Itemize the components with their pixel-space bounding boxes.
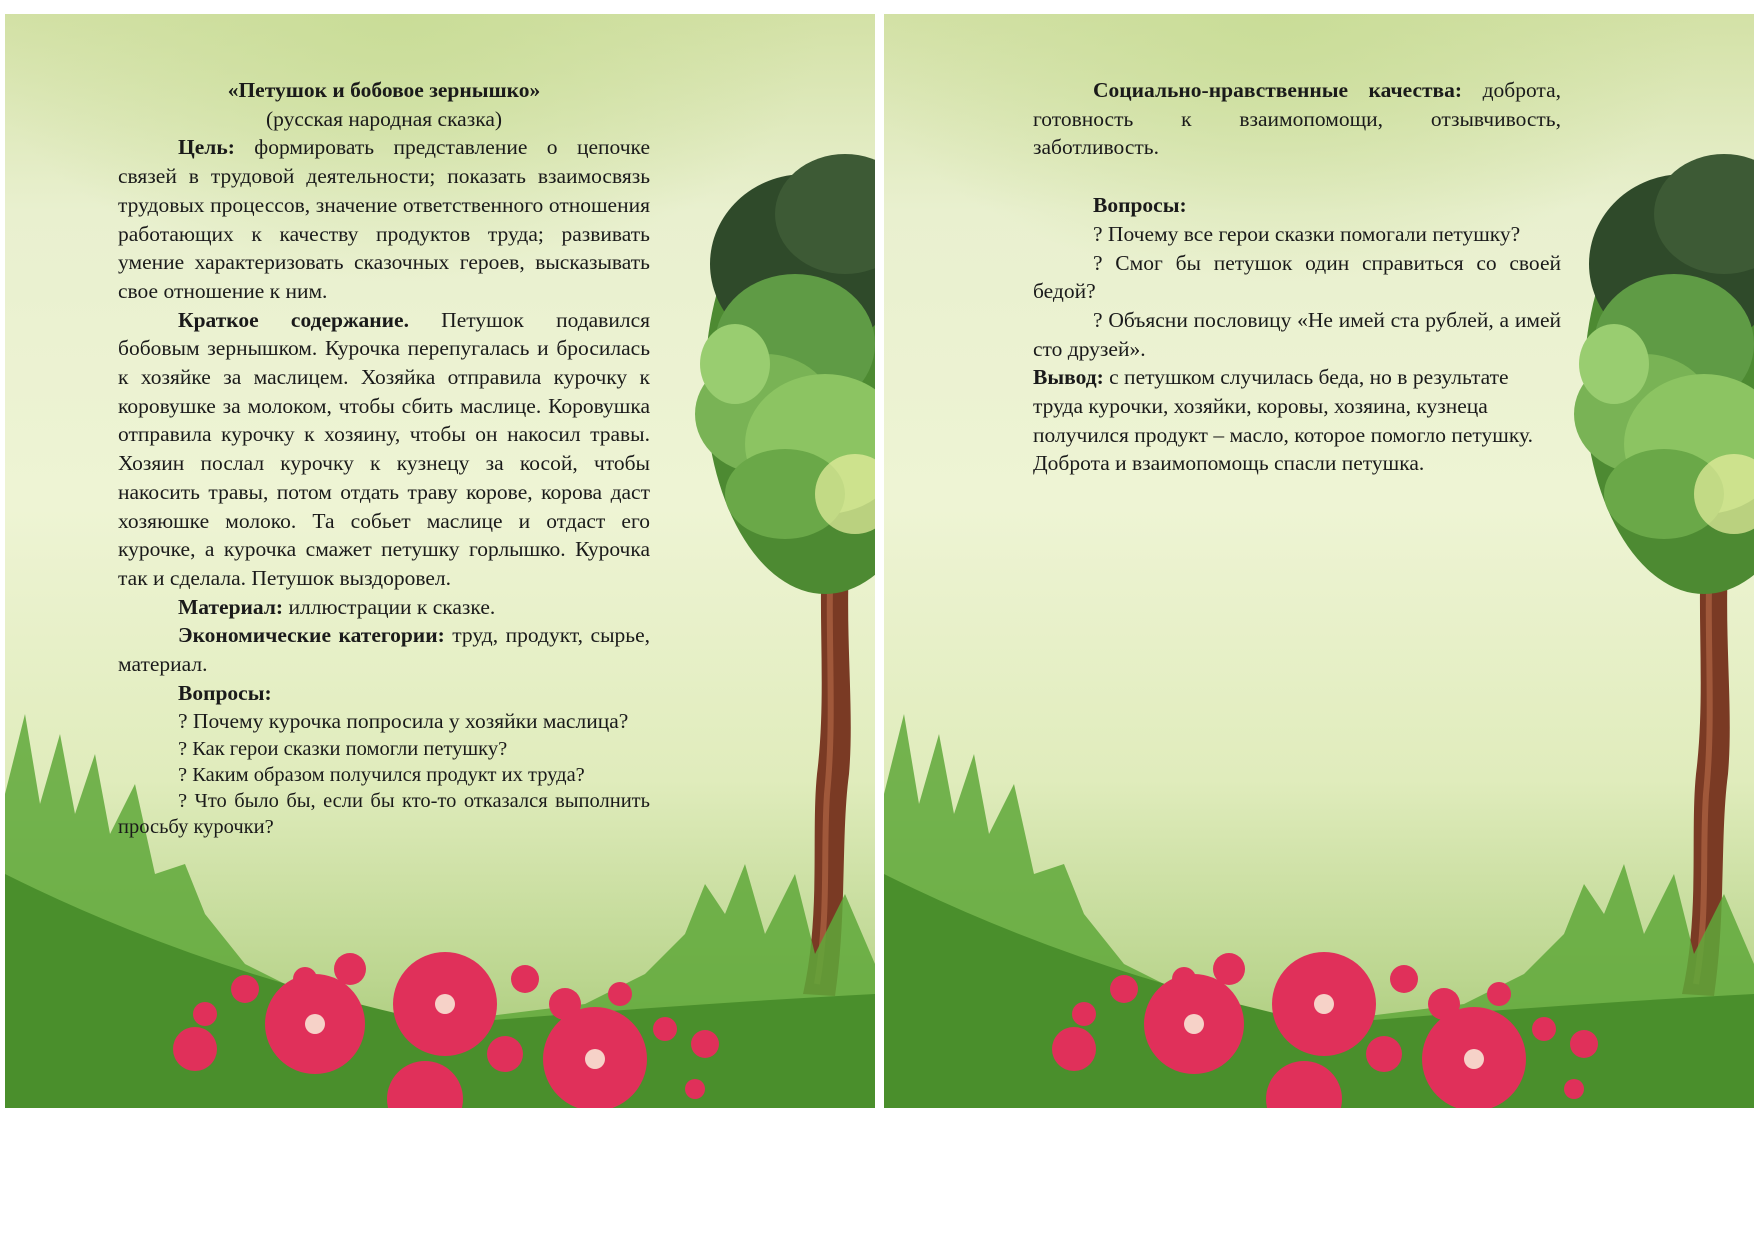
- qualities-paragraph: [1033, 76, 1561, 162]
- right-page: [884, 14, 1754, 1108]
- spacer: [1033, 162, 1561, 191]
- question-item: ? Каким образом получился продукт их труда?: [178, 764, 585, 787]
- question-item: ? Что было бы, если бы кто-то отказался выполнить просьбу курочки?: [118, 790, 650, 839]
- goal-label: Цель:: [178, 135, 235, 160]
- summary-label: Краткое содержание.: [178, 307, 409, 332]
- economic-text: труд, продукт, сырье, материал.: [118, 623, 651, 677]
- tree-crown: [695, 154, 875, 594]
- question-item: ? Почему курочка попросила у хозяйки маслица?: [178, 709, 629, 734]
- tree-crown: [1574, 154, 1754, 594]
- conclusion-paragraph: [1033, 363, 1561, 478]
- goal-text: формировать представление о цепочке связей в трудовой деятельности; показать взаимосвязь трудовых процессов, значение ответственного отношения работающих к качеству продуктов труда; развивать умение характеризовать сказочных героев, высказывать свое отношение к ним.: [118, 135, 650, 303]
- question-item: ? Как герои сказки помогли петушку?: [178, 738, 508, 761]
- story-subtitle: (русская народная сказка): [265, 106, 503, 131]
- left-text-block: [118, 76, 650, 840]
- conclusion-text: с петушком случилась беда, но в результате труда курочки, хозяйки, коровы, хозяина, кузнеца получился продукт – масло, которое помогло петушку. Доброта и взаимопомощь спасли петушка.: [1033, 365, 1533, 476]
- material-text: иллюстрации к сказке.: [283, 594, 496, 619]
- material-label: Материал:: [178, 594, 284, 619]
- economic-paragraph: [118, 621, 650, 678]
- question-item: ? Объясни пословицу «Не имей ста рублей, а имей сто друзей».: [1033, 307, 1561, 361]
- goal-paragraph: [118, 133, 650, 305]
- qualities-label: Социально-нравственные качества:: [1093, 78, 1463, 102]
- summary-text: Петушок подавился бобовым зернышком. Курочка перепугалась и бросилась к хозяйке за маслицем. Хозяйка отправила курочку к коровушке за молоком, чтобы сбить маслице. Коровушка отправила курочку к хозяину, чтобы он накосил травы. Хозяин послал курочку к кузнецу за косой, чтобы накосить травы, потом отдать траву корове, корова даст хозяюшке молоко. Та собьет маслице и отдаст его курочке, а курочка смажет петушку горлышко. Курочка так и сделала. Петушок выздоровел.: [118, 307, 650, 590]
- question-item: ? Смог бы петушок один справиться со своей бедой?: [1033, 250, 1561, 304]
- material-paragraph: [118, 593, 650, 622]
- right-text-block: [1033, 76, 1561, 478]
- questions-heading: Вопросы:: [1093, 193, 1187, 218]
- question-item: ? Почему все герои сказки помогали петушку?: [1093, 221, 1521, 246]
- summary-paragraph: [118, 306, 650, 593]
- conclusion-label: Вывод:: [1033, 365, 1104, 390]
- economic-label: Экономические категории:: [178, 623, 445, 648]
- qualities-text: доброта, готовность к взаимопомощи, отзывчивость, заботливость.: [1033, 78, 1562, 160]
- story-title: «Петушок и бобовое зернышко»: [227, 78, 541, 102]
- questions-heading: Вопросы:: [178, 680, 272, 705]
- left-page: [5, 14, 875, 1108]
